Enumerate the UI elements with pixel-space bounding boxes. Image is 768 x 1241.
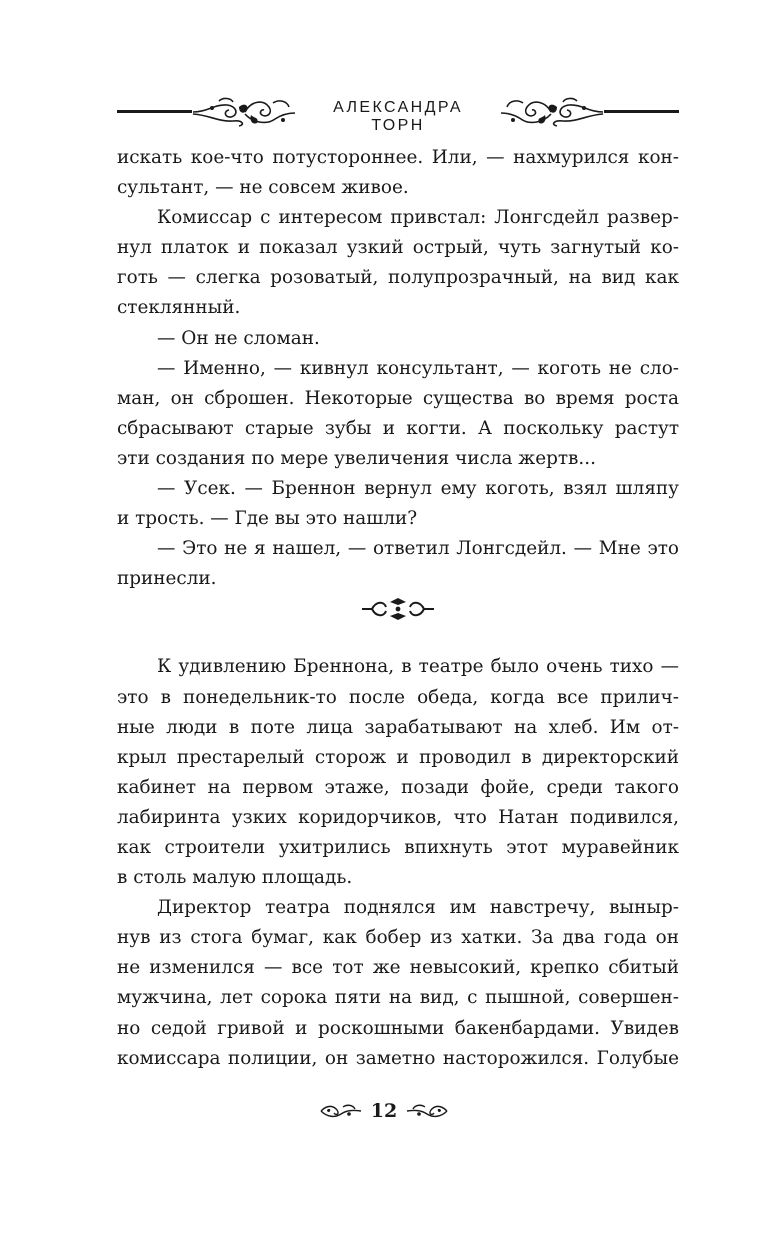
text-line: но седой гривой и роскошными бакенбардами. Увидев bbox=[117, 1017, 679, 1039]
text-line: не изменился — все тот же невысокий, крепко сбитый bbox=[117, 957, 679, 979]
text-line: и трость. — Где вы это нашли? bbox=[117, 508, 418, 530]
text-line: эти создания по мере увеличения числа жертв... bbox=[117, 447, 596, 469]
text-line: стеклянный. bbox=[117, 297, 241, 319]
text-line: Комиссар с интересом привстал: Лонгсдейл развер- bbox=[157, 207, 679, 229]
paragraph-gap bbox=[117, 624, 679, 652]
text-line: готь — слегка розоватый, полупрозрачный, на вид как bbox=[117, 267, 679, 289]
text-line: ные люди в поте лица зарабатывают на хлеб. Им от- bbox=[117, 716, 679, 738]
text-line: лабиринта узких коридорчиков, что Натан подивился, bbox=[117, 806, 679, 828]
book-author: АЛЕКСАНДРА ТОРН bbox=[333, 99, 463, 134]
text-line: нул платок и показал узкий острый, чуть загнутый ко- bbox=[117, 237, 679, 259]
header-rule-right bbox=[604, 110, 679, 113]
text-line: сбрасывают старые зубы и когти. А поскольку растут bbox=[117, 417, 679, 439]
text-line: сультант, — не совсем живое. bbox=[117, 177, 409, 199]
flourish-ornament-left-icon bbox=[189, 95, 301, 129]
section-break-ornament-icon bbox=[358, 596, 438, 622]
page-footer bbox=[0, 1094, 768, 1128]
text-block-2 bbox=[117, 652, 679, 1073]
text-line: крыл престарелый сторож и проводил в директорский bbox=[117, 746, 679, 768]
text-line: — Он не сломан. bbox=[157, 327, 320, 349]
text-line: принесли. bbox=[117, 568, 217, 590]
text-line: нув из стога бумаг, как бобер из хатки. За два года он bbox=[117, 927, 679, 949]
flourish-ornament-right-icon bbox=[405, 1101, 449, 1121]
text-line: искать кое-что потустороннее. Или, — нахмурился кон- bbox=[117, 147, 679, 168]
text-line: ман, он сброшен. Некоторые существа во время роста bbox=[117, 387, 679, 409]
text-line: Директор театра поднялся им навстречу, выныр- bbox=[157, 897, 679, 919]
text-line: кабинет на первом этаже, позади фойе, среди такого bbox=[117, 776, 679, 798]
text-line: в столь малую площадь. bbox=[117, 867, 353, 889]
body-text bbox=[117, 143, 679, 1074]
page-number: 12 bbox=[370, 1100, 398, 1122]
section-break bbox=[117, 594, 679, 624]
text-line: — Это не я нашел, — ответил Лонгсдейл. — Мне это bbox=[157, 538, 679, 560]
text-line: — Усек. — Бреннон вернул ему коготь, взял шляпу bbox=[157, 478, 679, 500]
flourish-ornament-right-icon bbox=[495, 95, 607, 129]
header-rule-left bbox=[117, 110, 192, 113]
text-line: — Именно, — кивнул консультант, — коготь не сло- bbox=[157, 357, 679, 379]
text-line: это в понедельник-то после обеда, когда все прилич- bbox=[117, 686, 679, 708]
text-line: комиссара полиции, он заметно насторожился. Голубые bbox=[117, 1047, 679, 1069]
text-line: мужчина, лет сорока пяти на вид, с пышной, совершен- bbox=[117, 987, 679, 1009]
text-line: как строители ухитрились впихнуть этот муравейник bbox=[117, 836, 679, 858]
text-block-1 bbox=[117, 143, 679, 594]
running-header bbox=[117, 93, 679, 133]
flourish-ornament-left-icon bbox=[319, 1101, 363, 1121]
text-line: К удивлению Бреннона, в театре было очень тихо — bbox=[157, 656, 679, 678]
